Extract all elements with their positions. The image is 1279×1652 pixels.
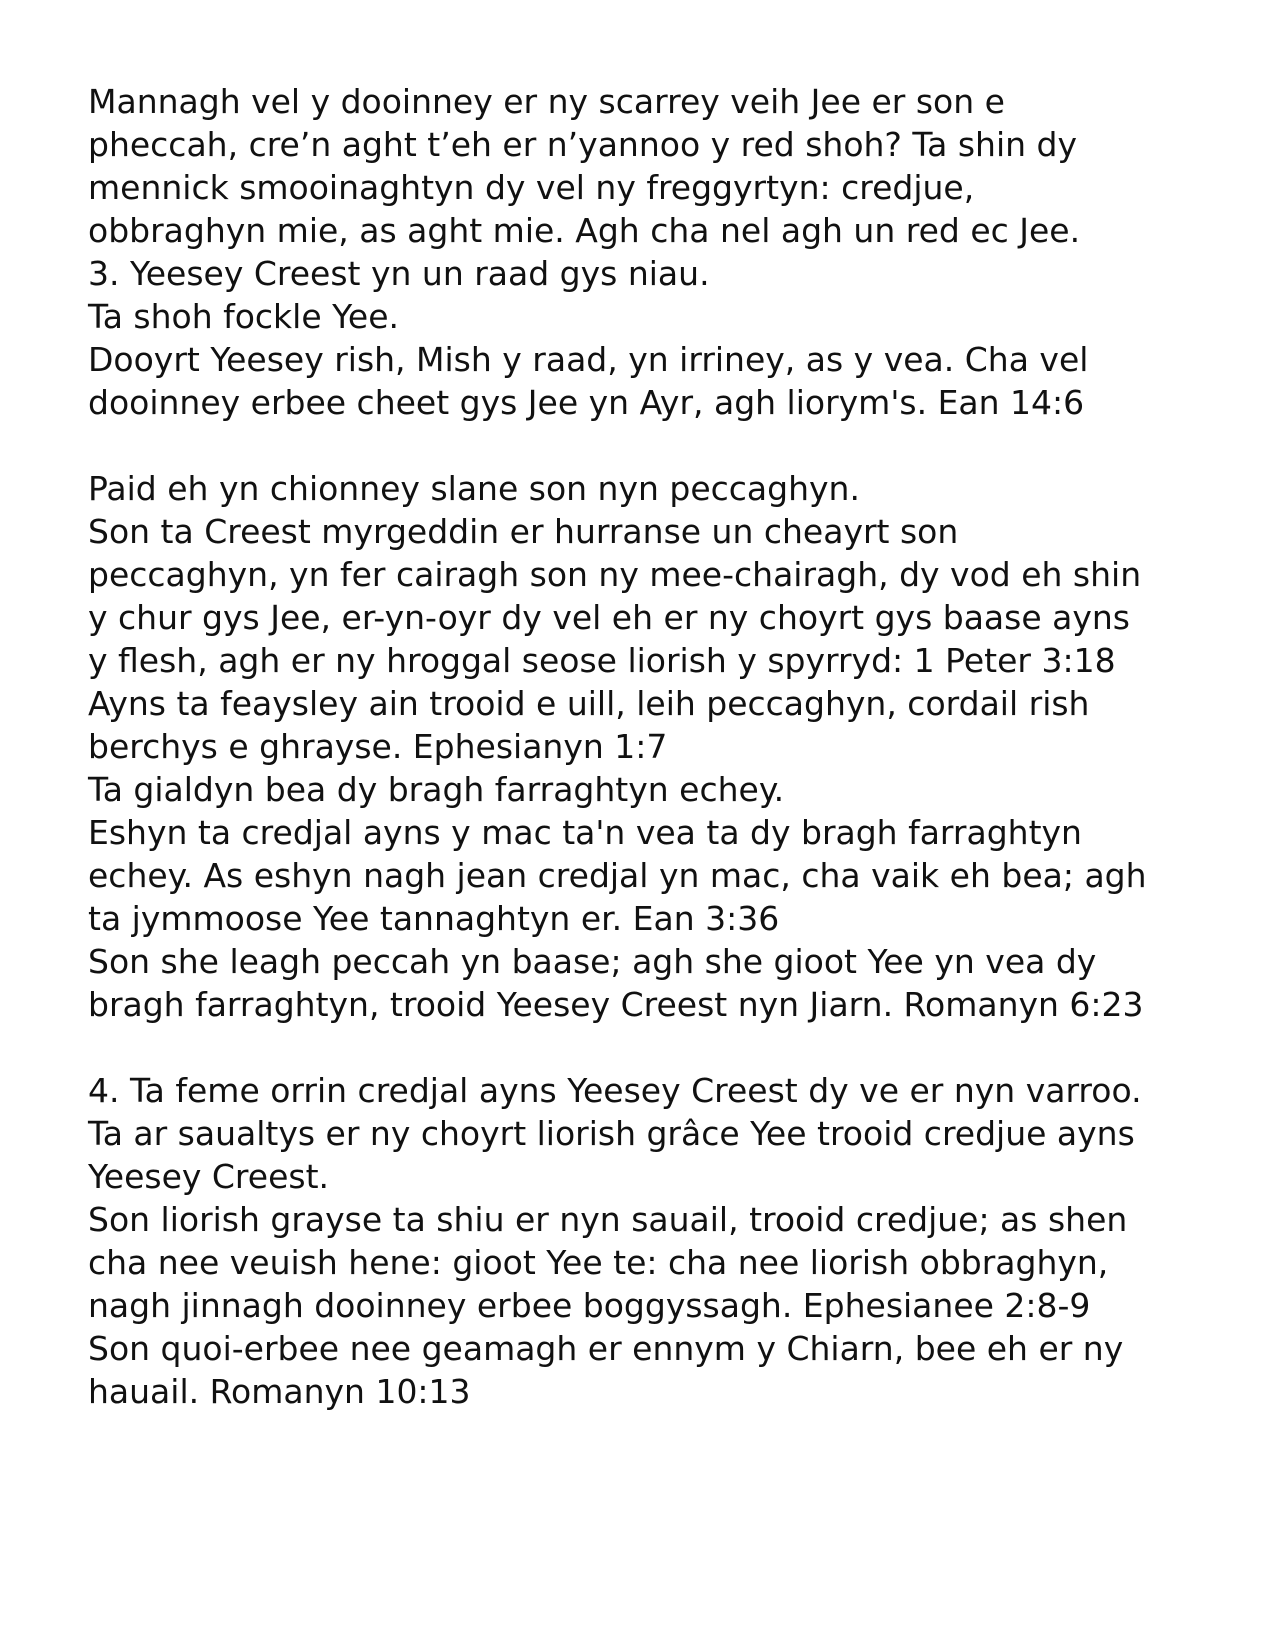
paragraph-break [88,424,1208,467]
text-line: mennick smooinaghtyn dy vel ny freggyrtyn: credjue, [88,168,975,207]
text-line: nagh jinnagh dooinney erbee boggyssagh. Ephesianee 2:8-9 [88,1286,1091,1325]
text-line: hauail. Romanyn 10:13 [88,1372,471,1411]
text-line: Ta shoh fockle Yee. [88,297,400,336]
text-line: ta jymmoose Yee tannaghtyn er. Ean 3:36 [88,899,780,938]
section-heading: 3. Yeesey Creest yn un raad gys niau. [88,254,710,293]
text-line: Son she leagh peccah yn baase; agh she gioot Yee yn vea dy [88,942,1097,981]
text-line: Yeesey Creest. [88,1157,330,1196]
text-line: Son liorish grayse ta shiu er nyn sauail, trooid credjue; as shen [88,1200,1128,1239]
text-line: pheccah, cre’n aght t’eh er n’yannoo y red shoh? Ta shin dy [88,125,1078,164]
text-line: Mannagh vel y dooinney er ny scarrey veih Jee er son e [88,82,1005,121]
document-page [88,80,1208,1413]
text-line: Ayns ta feaysley ain trooid e uill, leih peccaghyn, cordail rish [88,684,1090,723]
section-heading: 4. Ta feme orrin credjal ayns Yeesey Creest dy ve er nyn varroo. [88,1071,1142,1110]
text-line: bragh farraghtyn, trooid Yeesey Creest nyn Jiarn. Romanyn 6:23 [88,985,1144,1024]
text-line: Dooyrt Yeesey rish, Mish y raad, yn irriney, as y vea. Cha vel [88,340,1089,379]
text-line: berchys e ghrayse. Ephesianyn 1:7 [88,727,668,766]
text-line: obbraghyn mie, as aght mie. Agh cha nel agh un red ec Jee. [88,211,1081,250]
text-line: y flesh, agh er ny hroggal seose liorish y spyrryd: 1 Peter 3:18 [88,641,1116,680]
text-line: peccaghyn, yn fer cairagh son ny mee-chairagh, dy vod eh shin [88,555,1142,594]
text-line: Eshyn ta credjal ayns y mac ta'n vea ta dy bragh farraghtyn [88,813,1082,852]
text-line: Ta ar saualtys er ny choyrt liorish grâce Yee trooid credjue ayns [88,1114,1135,1153]
text-line: Son ta Creest myrgeddin er hurranse un cheayrt son [88,512,959,551]
text-line: Ta gialdyn bea dy bragh farraghtyn echey. [88,770,785,809]
text-line: y chur gys Jee, er-yn-oyr dy vel eh er ny choyrt gys baase ayns [88,598,1130,637]
paragraph-break [88,1026,1208,1069]
text-line: dooinney erbee cheet gys Jee yn Ayr, agh liorym's. Ean 14:6 [88,383,1085,422]
text-line: echey. As eshyn nagh jean credjal yn mac, cha vaik eh bea; agh [88,856,1147,895]
text-line: cha nee veuish hene: gioot Yee te: cha nee liorish obbraghyn, [88,1243,1109,1282]
text-line: Son quoi-erbee nee geamagh er ennym y Chiarn, bee eh er ny [88,1329,1124,1368]
text-line: Paid eh yn chionney slane son nyn peccaghyn. [88,469,860,508]
